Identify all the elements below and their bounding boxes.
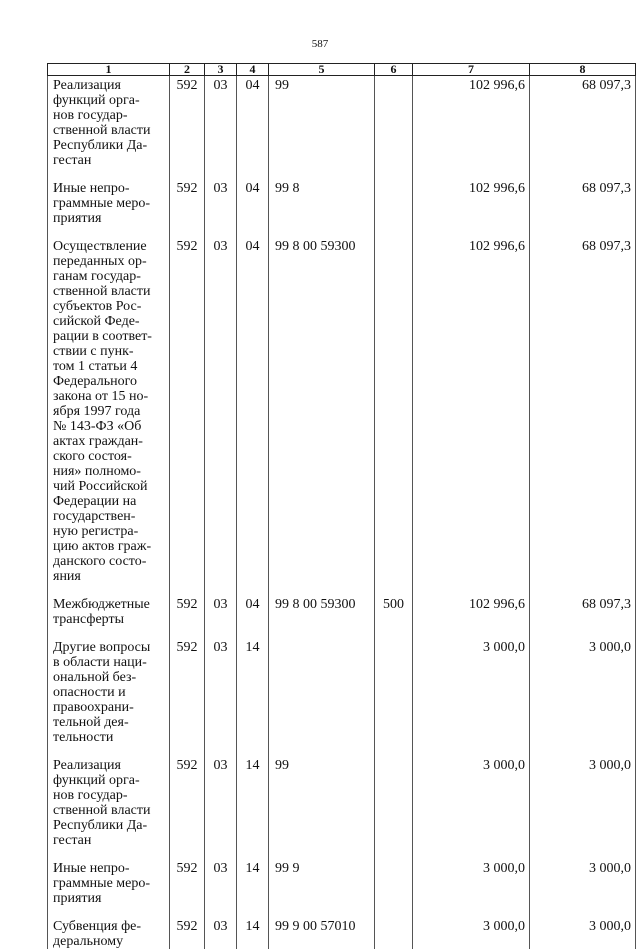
cell-c3: 03 [205, 848, 237, 906]
row-name-line: данского состо- [53, 554, 167, 569]
header-row [48, 64, 636, 76]
row-name-line: нов государ- [53, 108, 167, 123]
row-name [48, 584, 170, 627]
cell-c2: 592 [170, 226, 205, 584]
row-name [48, 76, 170, 169]
row-name-line: переданных ор- [53, 254, 167, 269]
cell-c3: 03 [205, 226, 237, 584]
cell-c5: 99 8 [269, 168, 375, 226]
row-name-line: функций орга- [53, 773, 167, 788]
cell-c6 [375, 76, 413, 169]
row-name-line: гестан [53, 833, 167, 848]
cell-c4: 14 [237, 627, 269, 745]
row-name-line: опасности и [53, 685, 167, 700]
row-name-line: Межбюджетные [53, 597, 167, 612]
cell-c4: 14 [237, 848, 269, 906]
cell-c8: 68 097,3 [530, 584, 636, 627]
cell-c3: 03 [205, 168, 237, 226]
cell-c6 [375, 906, 413, 949]
column-header: 5 [269, 64, 375, 76]
table-row [48, 906, 636, 949]
row-name-line: приятия [53, 211, 167, 226]
cell-c8: 68 097,3 [530, 76, 636, 169]
cell-c5: 99 [269, 76, 375, 169]
row-name-line: граммные меро- [53, 196, 167, 211]
table-body [48, 76, 636, 949]
row-name-line: том 1 статьи 4 [53, 359, 167, 374]
row-name-line: Федерации на [53, 494, 167, 509]
row-name-line: цию актов граж- [53, 539, 167, 554]
cell-c7: 3 000,0 [413, 745, 530, 848]
cell-c7: 3 000,0 [413, 848, 530, 906]
column-header: 8 [530, 64, 636, 76]
cell-c6 [375, 168, 413, 226]
cell-c2: 592 [170, 76, 205, 169]
row-name-line: Иные непро- [53, 861, 167, 876]
row-name-line: Реализация [53, 78, 167, 93]
cell-c3: 03 [205, 745, 237, 848]
cell-c7: 102 996,6 [413, 584, 530, 627]
row-name-line: Республики Да- [53, 818, 167, 833]
table-row [48, 848, 636, 906]
row-name-line: нов государ- [53, 788, 167, 803]
cell-c8: 3 000,0 [530, 627, 636, 745]
row-name-line: деральному [53, 934, 167, 949]
row-name [48, 226, 170, 584]
row-name-line: ского состоя- [53, 449, 167, 464]
cell-c2: 592 [170, 627, 205, 745]
row-name-line: государствен- [53, 509, 167, 524]
cell-c6 [375, 848, 413, 906]
row-name-line: ональной без- [53, 670, 167, 685]
cell-c6: 500 [375, 584, 413, 627]
table-row [48, 226, 636, 584]
column-header: 1 [48, 64, 170, 76]
row-name [48, 627, 170, 745]
row-name-line: Реализация [53, 758, 167, 773]
cell-c2: 592 [170, 168, 205, 226]
table-row [48, 584, 636, 627]
cell-c6 [375, 226, 413, 584]
cell-c5: 99 9 [269, 848, 375, 906]
table-row [48, 627, 636, 745]
row-name-line: ния» полномо- [53, 464, 167, 479]
column-header: 4 [237, 64, 269, 76]
cell-c7: 3 000,0 [413, 906, 530, 949]
row-name-line: закона от 15 но- [53, 389, 167, 404]
column-header: 7 [413, 64, 530, 76]
row-name-line: чий Российской [53, 479, 167, 494]
row-name-line: в области наци- [53, 655, 167, 670]
row-name-line: субъектов Рос- [53, 299, 167, 314]
row-name-line: Субвенция фе- [53, 919, 167, 934]
cell-c4: 14 [237, 745, 269, 848]
cell-c5: 99 8 00 59300 [269, 226, 375, 584]
row-name-line: Другие вопросы [53, 640, 167, 655]
row-name-line: трансферты [53, 612, 167, 627]
cell-c4: 04 [237, 584, 269, 627]
cell-c8: 3 000,0 [530, 906, 636, 949]
row-name-line: ственной власти [53, 284, 167, 299]
row-name [48, 745, 170, 848]
row-name-line: тельной дея- [53, 715, 167, 730]
cell-c3: 03 [205, 584, 237, 627]
row-name-line: сийской Феде- [53, 314, 167, 329]
page-number: 587 [0, 38, 640, 50]
cell-c3: 03 [205, 627, 237, 745]
row-name-line: яния [53, 569, 167, 584]
row-name-line: Республики Да- [53, 138, 167, 153]
cell-c2: 592 [170, 906, 205, 949]
cell-c7: 102 996,6 [413, 76, 530, 169]
row-name-line: № 143-ФЗ «Об [53, 419, 167, 434]
row-name-line: рации в соответ- [53, 329, 167, 344]
column-header: 3 [205, 64, 237, 76]
row-name-line: ября 1997 года [53, 404, 167, 419]
cell-c4: 14 [237, 906, 269, 949]
row-name-line: ственной власти [53, 123, 167, 138]
column-header: 6 [375, 64, 413, 76]
row-name [48, 168, 170, 226]
cell-c2: 592 [170, 745, 205, 848]
row-name-line: Федерального [53, 374, 167, 389]
cell-c6 [375, 627, 413, 745]
cell-c4: 04 [237, 76, 269, 169]
cell-c2: 592 [170, 584, 205, 627]
column-header: 2 [170, 64, 205, 76]
table-row [48, 745, 636, 848]
cell-c4: 04 [237, 226, 269, 584]
cell-c8: 3 000,0 [530, 848, 636, 906]
cell-c7: 102 996,6 [413, 226, 530, 584]
cell-c5: 99 8 00 59300 [269, 584, 375, 627]
cell-c7: 102 996,6 [413, 168, 530, 226]
cell-c6 [375, 745, 413, 848]
cell-c8: 68 097,3 [530, 226, 636, 584]
row-name-line: ствии с пунк- [53, 344, 167, 359]
cell-c2: 592 [170, 848, 205, 906]
cell-c3: 03 [205, 906, 237, 949]
cell-c8: 3 000,0 [530, 745, 636, 848]
row-name-line: правоохрани- [53, 700, 167, 715]
cell-c4: 04 [237, 168, 269, 226]
table-row [48, 76, 636, 169]
row-name-line: гестан [53, 153, 167, 168]
row-name [48, 848, 170, 906]
cell-c8: 68 097,3 [530, 168, 636, 226]
cell-c5: 99 [269, 745, 375, 848]
row-name-line: ганам государ- [53, 269, 167, 284]
row-name-line: Осуществление [53, 239, 167, 254]
row-name [48, 906, 170, 949]
row-name-line: ственной власти [53, 803, 167, 818]
row-name-line: тельности [53, 730, 167, 745]
budget-table [47, 63, 636, 949]
row-name-line: ную регистра- [53, 524, 167, 539]
table-row [48, 168, 636, 226]
cell-c7: 3 000,0 [413, 627, 530, 745]
row-name-line: функций орга- [53, 93, 167, 108]
cell-c5: 99 9 00 57010 [269, 906, 375, 949]
cell-c5 [269, 627, 375, 745]
row-name-line: Иные непро- [53, 181, 167, 196]
row-name-line: актах граждан- [53, 434, 167, 449]
cell-c3: 03 [205, 76, 237, 169]
row-name-line: приятия [53, 891, 167, 906]
row-name-line: граммные меро- [53, 876, 167, 891]
